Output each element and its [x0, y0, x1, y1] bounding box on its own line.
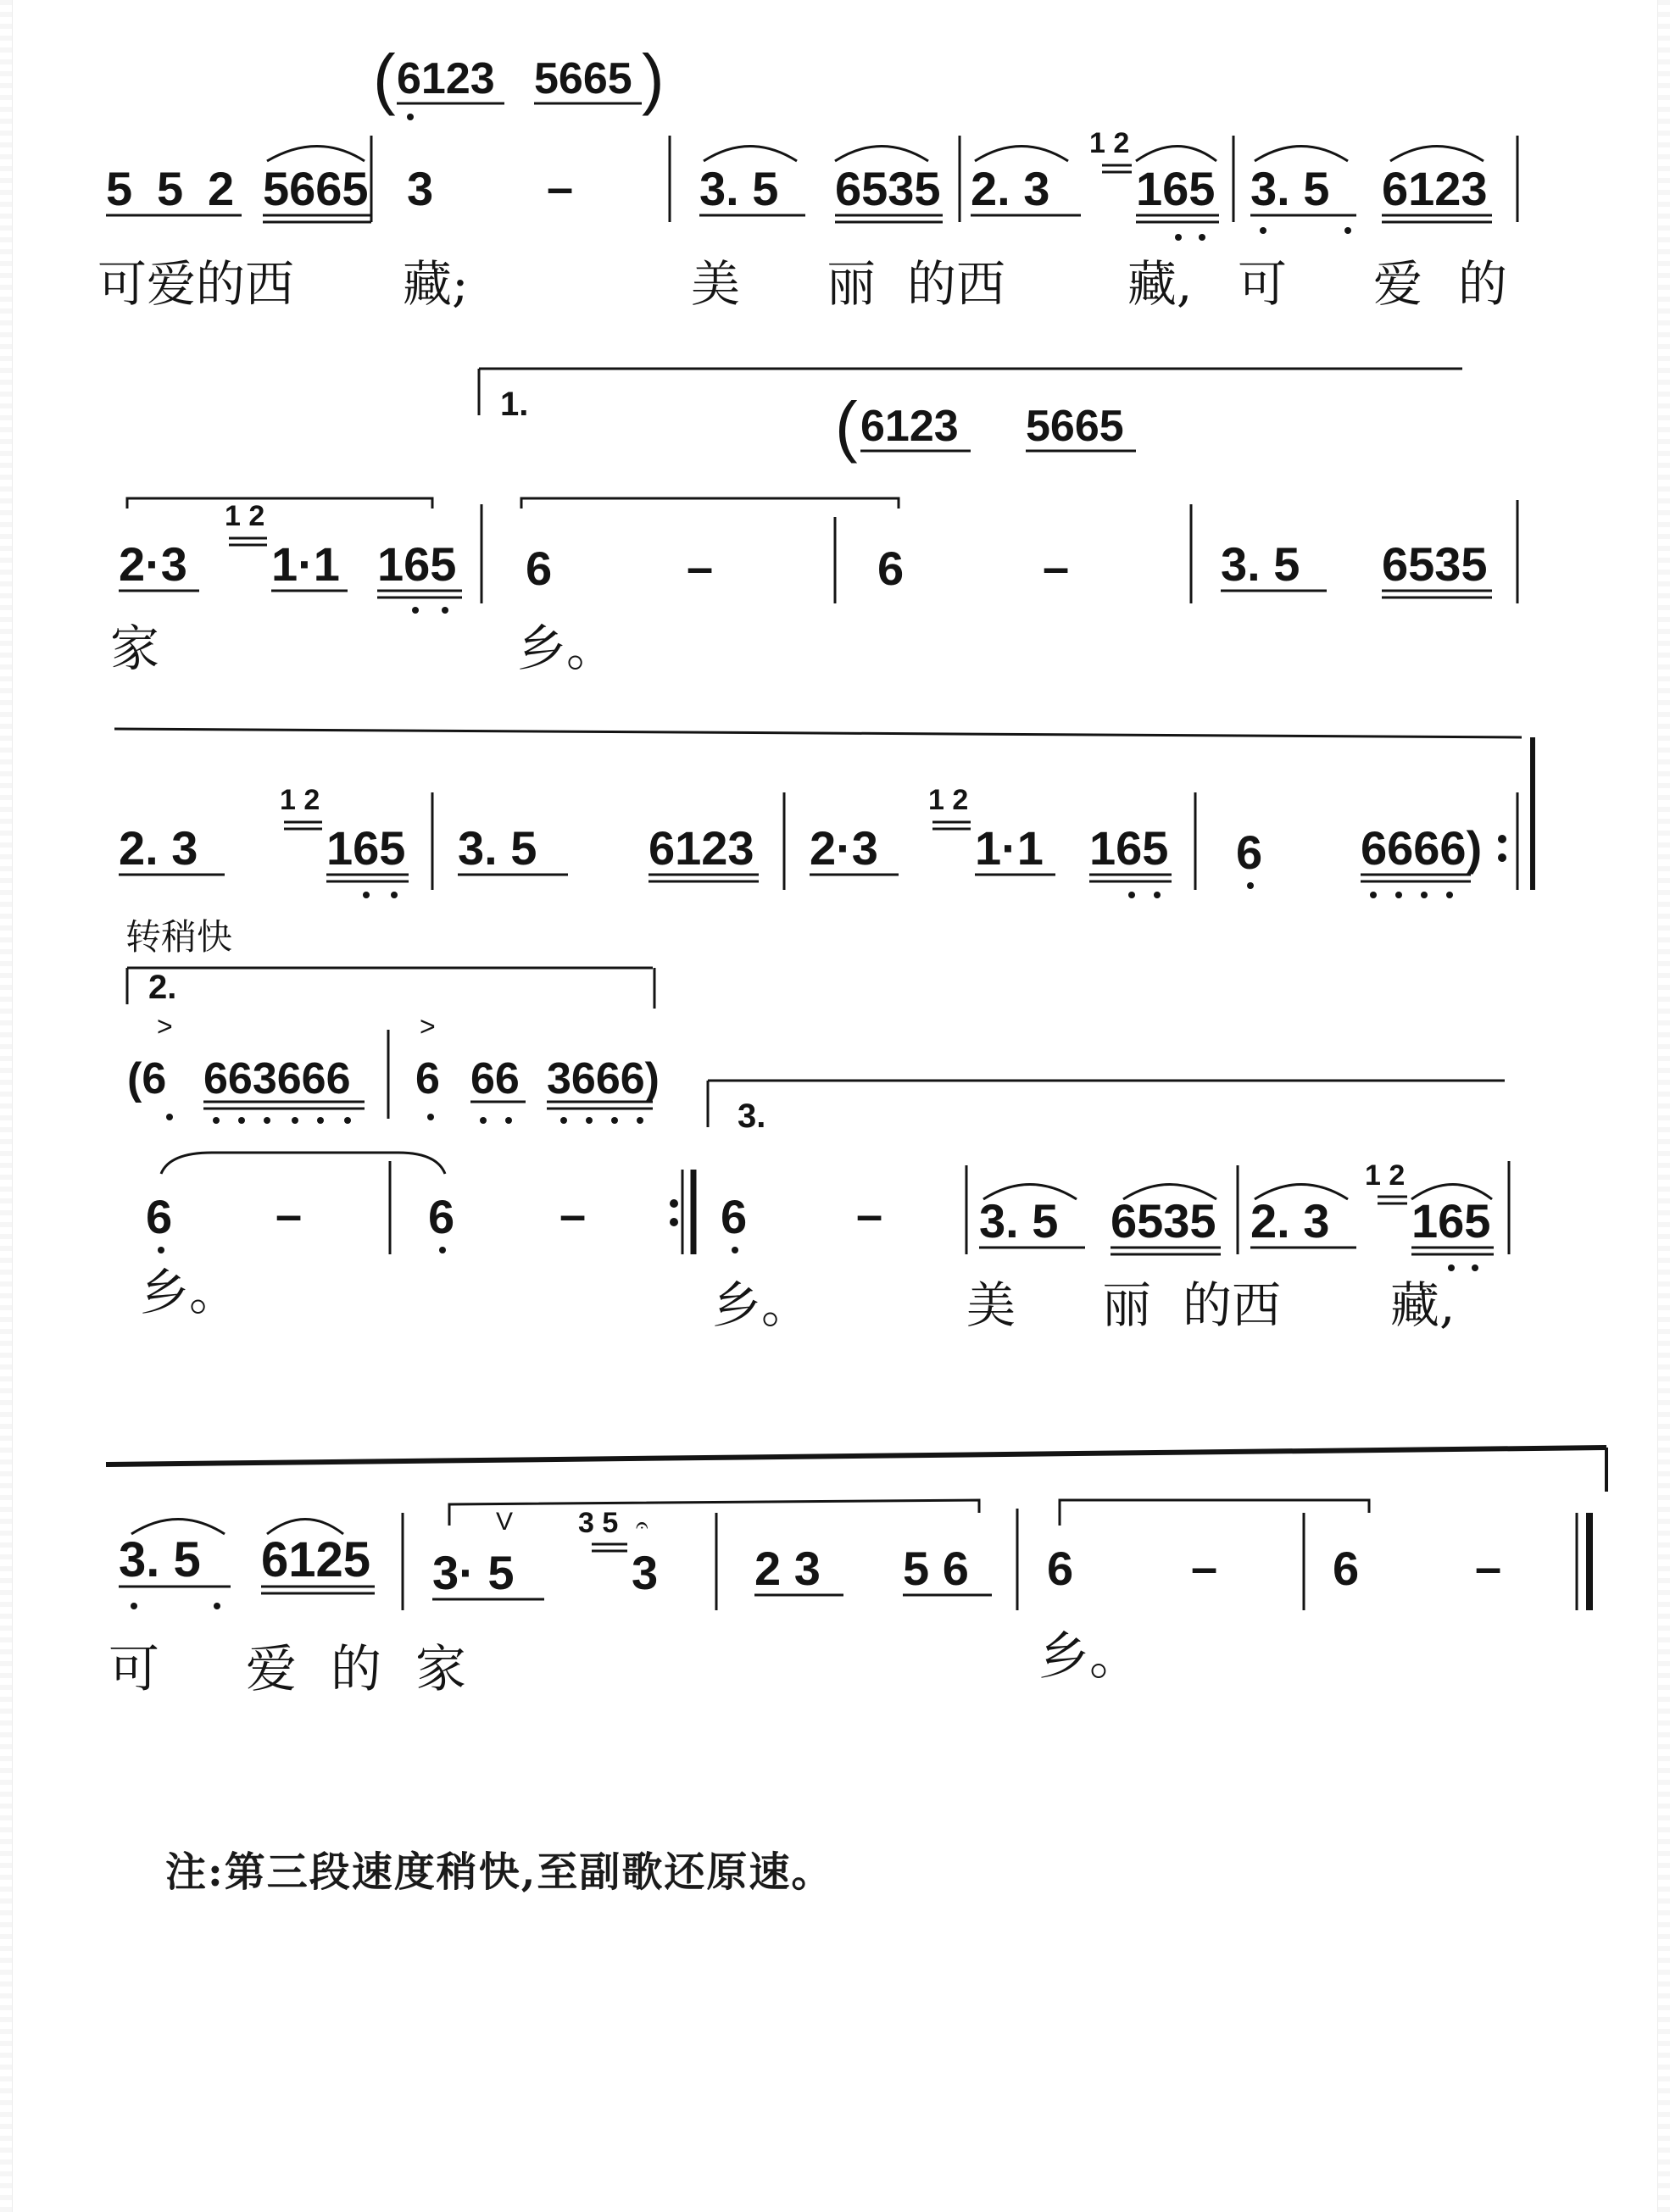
note-6666: 6666) [1361, 821, 1483, 875]
lyric-xiang-2: 乡。 [140, 1264, 239, 1321]
dash-5: – [559, 1187, 587, 1241]
lyric-xiang: 乡。 [517, 620, 616, 677]
note-v2-d: 66 [470, 1054, 520, 1103]
lyric-jia: 家 [110, 620, 160, 677]
tempo-marking: 转稍快 [125, 916, 233, 958]
note-6-g: 6 [1047, 1542, 1074, 1595]
lyric-7: 可 [1238, 255, 1288, 313]
lyric-dexi: 的西 [1183, 1276, 1282, 1334]
paren-open-2: ( [835, 388, 858, 464]
note-6123-b: 6123 [649, 821, 754, 875]
intro-note-1: 6123 [397, 54, 495, 103]
grace-35: 3 5 [578, 1507, 619, 1539]
note-6535: 6535 [835, 162, 941, 215]
system-1 [97, 41, 1517, 313]
note-5b: 5 [157, 162, 184, 215]
note-165-c: 165 [326, 821, 406, 875]
note-2dot3-c: 2. 3 [119, 821, 198, 875]
note-v2-e: 3666) [547, 1054, 660, 1103]
lyric-jia-2: 家 [415, 1640, 466, 1699]
note-6125: 6125 [261, 1532, 371, 1587]
note-165: 165 [1136, 162, 1216, 215]
lyric-xiang-4: 乡。 [1038, 1627, 1140, 1687]
note-3dot5: 3. 5 [699, 162, 779, 215]
paren-open: ( [373, 41, 396, 116]
lyric-mei: 美 [966, 1276, 1016, 1334]
accent-1: > [157, 1011, 173, 1042]
note-6535-b: 6535 [1382, 537, 1488, 591]
grace-12: 1 2 [1089, 127, 1130, 159]
lyric-de: 的 [331, 1640, 381, 1699]
note-165-e: 165 [1411, 1194, 1491, 1248]
lyric-5: 的西 [907, 255, 1006, 313]
breath-mark: V [496, 1508, 514, 1536]
grace-12-c: 1 2 [280, 784, 320, 816]
note-2: 2 [208, 162, 235, 215]
grace-12-b: 1 2 [225, 500, 265, 532]
note-3dot5-g: 3· 5 [432, 1546, 515, 1599]
note-v2-a: (6 [127, 1054, 167, 1103]
note-6-a: 6 [526, 542, 553, 595]
dash-3: – [1043, 540, 1070, 593]
note-2dot3-e: 2. 3 [1250, 1194, 1330, 1248]
dash-8: – [1475, 1540, 1502, 1593]
dash-1: – [547, 160, 574, 214]
intro-note-2: 5665 [534, 54, 632, 103]
system-3 [114, 729, 1533, 1135]
note-56: 5 6 [903, 1542, 969, 1595]
note-165-d: 165 [1089, 821, 1169, 875]
lyric-9: 的 [1458, 255, 1508, 313]
note-v2-b: 663666 [203, 1054, 351, 1103]
note-3dot5-b: 3. 5 [1250, 162, 1330, 215]
dash-7: – [1191, 1540, 1218, 1593]
footnote: 注:第三段速度稍快,至副歌还原速。 [165, 1848, 834, 1896]
lyric-4: 丽 [827, 255, 877, 313]
dash-2: – [687, 540, 714, 593]
note-v2-c: 6 [415, 1054, 440, 1103]
note-6-f: 6 [721, 1190, 748, 1243]
system-5 [106, 1448, 1606, 1699]
note-6-e: 6 [428, 1190, 455, 1243]
note-6-d: 6 [146, 1190, 173, 1243]
note-3: 3 [407, 162, 434, 215]
lyric-8: 爱 [1373, 255, 1423, 313]
fermata: 𝄐 [636, 1512, 649, 1537]
note-3dot5-f: 3. 5 [119, 1532, 201, 1587]
volta-1: 1. [500, 386, 529, 423]
note-3dot5-e: 3. 5 [979, 1194, 1059, 1248]
intro2-note-2: 5665 [1026, 402, 1124, 451]
dash-6: – [856, 1187, 883, 1241]
lyric-zang: 藏, [1390, 1276, 1456, 1334]
note-23: 2 3 [754, 1542, 821, 1595]
system-4 [140, 1153, 1509, 1334]
note-6123: 6123 [1382, 162, 1488, 215]
dash-4: – [276, 1187, 303, 1241]
note-6-c: 6 [1236, 825, 1263, 879]
lyric-li: 丽 [1102, 1276, 1152, 1334]
note-1-1: 1·1 [271, 537, 340, 591]
lyric-6: 藏, [1127, 255, 1193, 313]
note-6-h: 6 [1333, 1542, 1360, 1595]
paren-close: ) [642, 41, 665, 116]
note-165-b: 165 [377, 537, 457, 591]
system-2 [110, 369, 1517, 677]
note-5a: 5 [106, 162, 133, 215]
accent-2: > [420, 1011, 436, 1042]
note-6535-c: 6535 [1111, 1194, 1216, 1248]
note-3dot5-d: 3. 5 [458, 821, 537, 875]
lyric-ke: 可 [109, 1640, 159, 1699]
note-2dot3: 2. 3 [971, 162, 1050, 215]
note-3-g: 3 [632, 1546, 659, 1599]
volta-2: 2. [148, 969, 177, 1006]
intro2-note-1: 6123 [860, 402, 959, 451]
grace-12-e: 1 2 [1365, 1159, 1406, 1192]
note-2-3: 2·3 [119, 537, 187, 591]
grace-12-d: 1 2 [928, 784, 969, 816]
lyric-ai: 爱 [246, 1640, 297, 1699]
note-3dot5-c: 3. 5 [1221, 537, 1300, 591]
note-2-3-c: 2·3 [810, 821, 878, 875]
note-1-1-b: 1·1 [975, 821, 1044, 875]
lyric-xiang-3: 乡。 [712, 1276, 811, 1334]
note-6-b: 6 [877, 542, 905, 595]
lyric-1: 可爱的西 [97, 255, 295, 313]
lyric-2: 藏; [403, 255, 469, 313]
lyric-3: 美 [691, 255, 741, 313]
note-5665: 5665 [263, 162, 369, 215]
volta-3: 3. [738, 1098, 766, 1135]
